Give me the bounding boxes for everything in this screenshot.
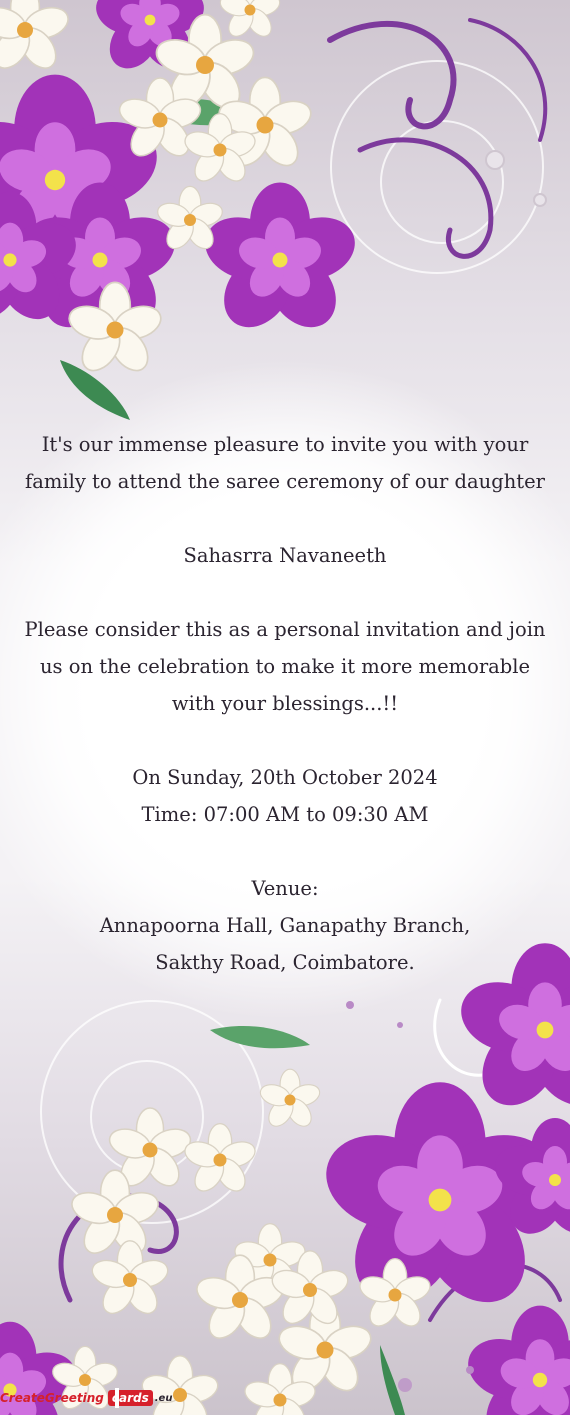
- logo-text: cards: [108, 1390, 153, 1406]
- invite-line: It's our immense pleasure to invite you with your: [41, 433, 529, 456]
- venue-label: Venue:: [251, 877, 319, 900]
- invite-paragraph-line: Please consider this as a personal invitation and join: [24, 618, 546, 641]
- honoree-name: Sahasrra Navaneeth: [183, 544, 387, 567]
- event-time: Time: 07:00 AM to 09:30 AM: [141, 803, 429, 826]
- site-logo[interactable]: [0, 1381, 173, 1415]
- invite-line: family to attend the saree ceremony of our daughter: [25, 470, 545, 493]
- invitation-message: [20, 426, 550, 981]
- invite-paragraph-line: with your blessings...!!: [171, 692, 399, 715]
- event-date: On Sunday, 20th October 2024: [132, 766, 438, 789]
- venue-address-line: Sakthy Road, Coimbatore.: [155, 951, 415, 974]
- logo-text: .eu: [154, 1392, 173, 1404]
- invite-paragraph-line: us on the celebration to make it more memorable: [39, 655, 531, 678]
- venue-address-line: Annapoorna Hall, Ganapathy Branch,: [99, 914, 471, 937]
- logo-text: CreateGreeting: [0, 1391, 104, 1405]
